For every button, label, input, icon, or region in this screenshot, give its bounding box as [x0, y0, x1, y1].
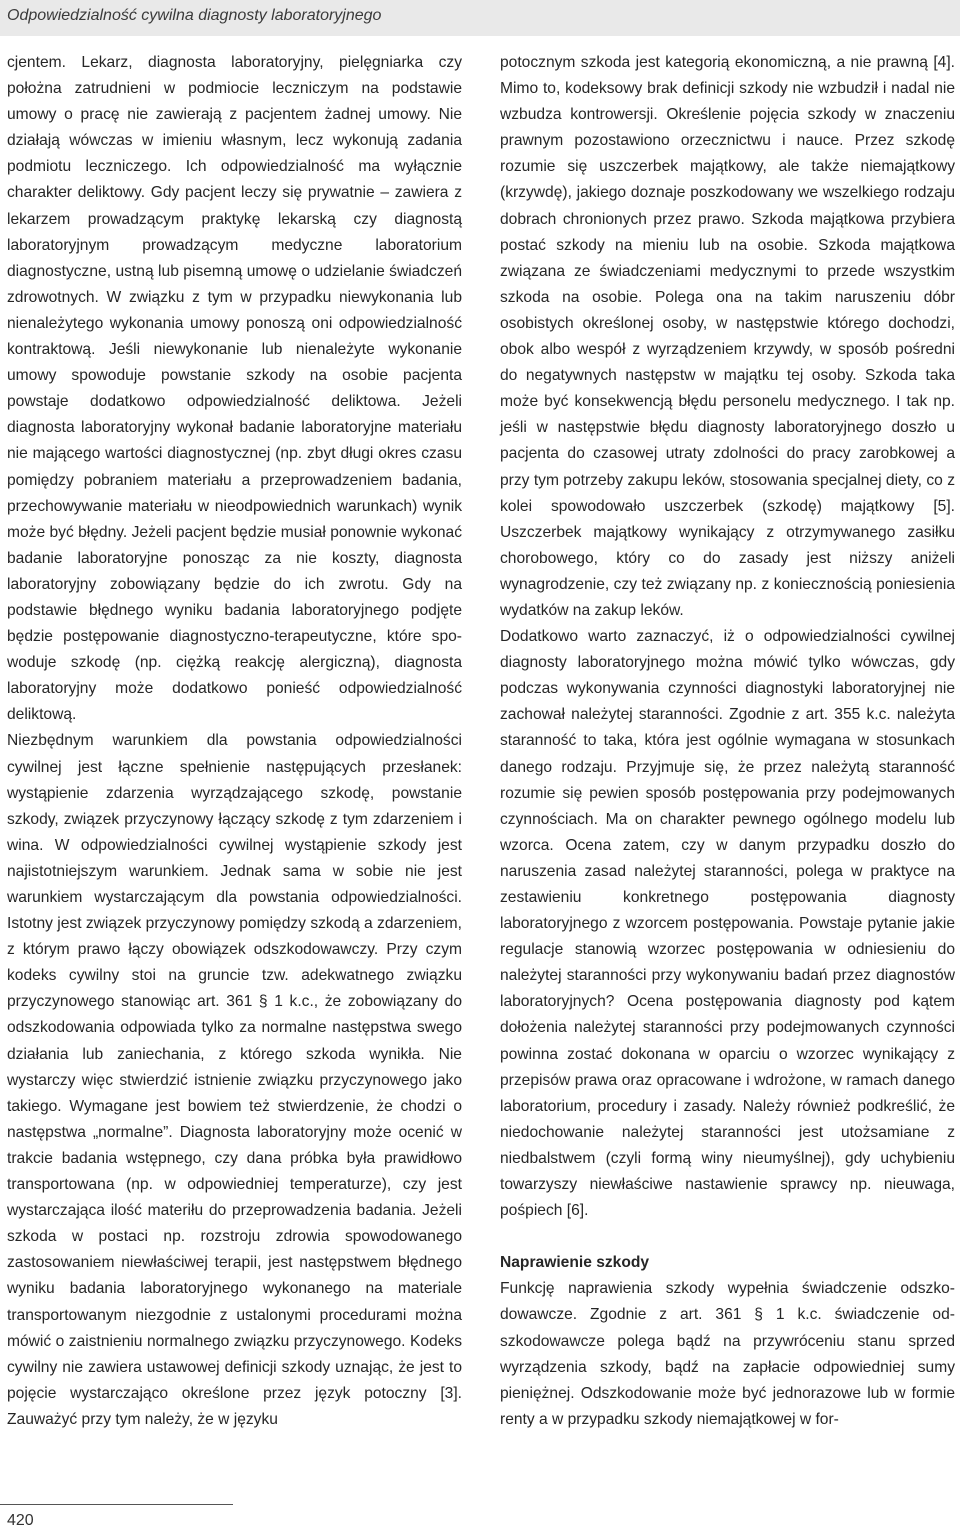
left-paragraph-1: cjentem. Lekarz, diagnosta laboratoryjny, pielęgniarka czy położna zatrudnieni w podmiocie leczniczym na podstawie umowy o pracę nie zawierają z pacjentem żadnej umowy. Nie działają wówczas w imieniu własnym, lecz wykonują zadania podmiotu leczniczego. Ich odpowiedzialność ma wyłącznie charakter deliktowy. Gdy pacjent leczy się prywatnie – zawiera z lekarzem prowadzącym praktykę lekarską czy diagnostą laboratoryjnym prowadzącym medyczne laboratorium diagnostyczne, ustną lub pisemną umowę o udzielanie świadczeń zdrowotnych. W związku z tym w przypadku niewykonania lub nienależytego wykonania umowy ponoszą oni odpowiedzialność kontraktową. Jeśli niewykonanie lub nienależyte wykonanie umowy spowoduje powstanie szkody na osobie pacjenta powstaje dodatkowo odpowiedzialność deliktowa. Jeżeli diagnosta laboratoryjny wykonał badanie laboratoryjne materiału nie mającego wartości diagnostycznej (np. zbyt długi okres czasu pomiędzy pobraniem materiału a przeprowadzeniem badania, przechowywanie materiału w nieodpowiednich warunkach) wynik może być błędny. Jeżeli pacjent będzie musiał ponownie wykonać badanie laboratoryjne ponosząc za nie koszty, diagnosta laboratoryjny zobowiązany będzie do ich zwrotu. Gdy na podstawie błędnego wyniku badania laboratoryjnego podjęte będzie postępowanie diagnostyczno-terapeutyczne, które spowoduje szkodę (np. ciężką reakcję alergiczną), diagnosta laboratoryjny może dodatkowo ponieść odpowiedzialność deliktową.: [7, 54, 462, 724]
footer-rule: [0, 1504, 233, 1505]
section-heading: Naprawienie szkody: [500, 1254, 650, 1272]
right-paragraph-3: Funkcję naprawienia szkody wypełnia świadczenie odszkodowawcze. Zgodnie z art. 361 § 1 k.c. świadczenie odszkodowawcze polega bądź na przywróceniu stanu sprzed wyrządzenia szkody, bądź na zapłacie odpowiedniej sumy pieniężnej. Odszkodowanie może być jednorazowe lub w formie renty a w przypadku szkody niemajątkowej w for-: [500, 1280, 955, 1428]
left-paragraph-2: Niezbędnym warunkiem dla powstania odpowiedzialności cywilnej jest łączne spełnienie następujących przesłanek: wystąpienie zdarzenia wyrządzającego szkodę, powstanie szkody, związek przyczynowy łączący szkodę z tym zdarzeniem i wina. W odpowiedzialności cywilnej wystąpienie szkody jest najistotniejszym warunkiem. Jednak sama w sobie nie jest warunkiem wystarczającym dla powstania odpowiedzialności. Istotny jest związek przyczynowy pomiędzy szkodą a zdarzeniem, z którym prawo łączy obowiązek odszkodowawczy. Przy czym kodeks cywilny stoi na gruncie tzw. adekwatnego związku przyczynowego stanowiąc art. 361 § 1 k.c., że zobowiązany do odszkodowania odpowiada tylko za normalne następstwa swego działania lub zaniechania, z którego szkoda wynikła. Nie wystarczy więc stwierdzić istnienie związku przyczynowego jako takiego. Wymagane jest bowiem też stwierdzenie, że chodzi o następstwa „normalne”. Diagnosta laboratoryjny może ocenić w trakcie badania wstępnego, czy dana próbka była prawidłowo transportowana (np. w odpowiedniej temperaturze), czy jest wystarczająca ilość materiłu do przeprowadzenia badania. Jeżeli szkoda w postaci np. rozstroju zdrowia spowodowanego zastosowaniem niewłaściwej terapii, jest następstwem błędnego wyniku badania laboratoryjnego wykonanego na materiale transportowanym niezgodnie z ustalonymi procedurami można mówić o zaistnieniu normalnego związku przyczynowego. Kodeks cywilny nie zawiera ustawowej definicji szkody uznając, że jest to pojęcie wystarczająco określone przez język potoczny [3]. Zauważyć przy tym należy, że w języku: [7, 732, 462, 1428]
right-paragraph-1: potocznym szkoda jest kategorią ekonomiczną, a nie prawną [4]. Mimo to, kodeksowy brak definicji szkody nie wzbudził i nadal nie wzbudza kontrowersji. Określenie pojęcia szkody w znaczeniu prawnym pozostawiono orzecznictwu i nauce. Przez szkodę rozumie się uszczerbek majątkowy, ale także niemajątkowy (krzywdę), jakiego doznaje poszkodowany we wszelkiego rodzaju dobrach chronionych przez prawo. Szkoda majątkowa przybiera postać szkody na mieniu lub na osobie. Szkoda majątkowa związana ze świadczeniami medycznymi to przede wszystkim szkoda na osobie. Polega ona na takim naruszeniu dóbr osobistych określonej osoby, w następstwie którego dochodzi, obok albo wespół z wyrządzeniem krzywdy, w sposób pośredni do negatywnych następstw w majątku tej osoby. Szkoda taka może być konsekwencją błędu personelu medycznego. I tak np. jeśli w następstwie błędu diagnosty laboratoryjnego doszło u pacjenta do czasowej utraty zdolności do pracy zarobkowej a przy tym potrzeby zakupu leków, stosowania specjalnej diety, co z kolei spowodowało uszczerbek (szkodę) majątkowy [5]. Uszczerbek majątkowy wynikający z otrzymywanego zasiłku chorobowego, który co do zasady jest niższy aniżeli wynagrodzenie, czy też związany np. z koniecznością poniesienia wydatków na zakup leków.: [500, 54, 955, 619]
page-number: 420: [7, 1512, 34, 1529]
right-column: [500, 50, 955, 1433]
right-paragraph-2: Dodatkowo warto zaznaczyć, iż o odpowiedzialności cywilnej diagnosty laboratoryjnego można mówić tylko wówczas, gdy podczas wykonywania czynności diagnostyki laboratoryjnej nie zachował należytej staranności. Zgodnie z art. 355 k.c. należyta staranność to taka, która jest ogólnie wymagana w stosunkach danego rodzaju. Przyjmuje się, że przez należytą staranność rozumie się pewien sposób postępowania przy podejmowanych czynnościach. Ma on charakter pewnego ogólnego modelu lub wzorca. Ocena zatem, czy w danym przypadku doszło do naruszenia zasad należytej staranności, polega w praktyce na zestawieniu konkretnego postępowania diagnosty laboratoryjnego z wzorcem postępowania. Powstaje pytanie jakie regulacje stanowią wzorzec postępowania w odniesieniu do należytej staranności przy wykonywaniu badań przez diagnostów laboratoryjnych? Ocena postępowania diagnosty pod kątem dołożenia należytej staranności przy podejmowanych czynności powinna zostać dokonana w oparciu o wzorzec wynikający z przepisów prawa oraz opracowane i wdrożone, w ramach danego laboratorium, procedury i zasady. Należy również podkreślić, że niedochowanie należytej staranności jest utożsamiane z niedbalstwem (czyli formą winy nieumyślnej), gdy uchybieniu towarzyszy niewłaściwe nastawienie sprawcy np. nieuwaga, pośpiech [6].: [500, 628, 955, 1220]
running-head: Odpowiedzialność cywilna diagnosty laboratoryjnego: [0, 0, 960, 36]
section-spacer: [500, 1224, 955, 1250]
left-column: [7, 50, 462, 1433]
